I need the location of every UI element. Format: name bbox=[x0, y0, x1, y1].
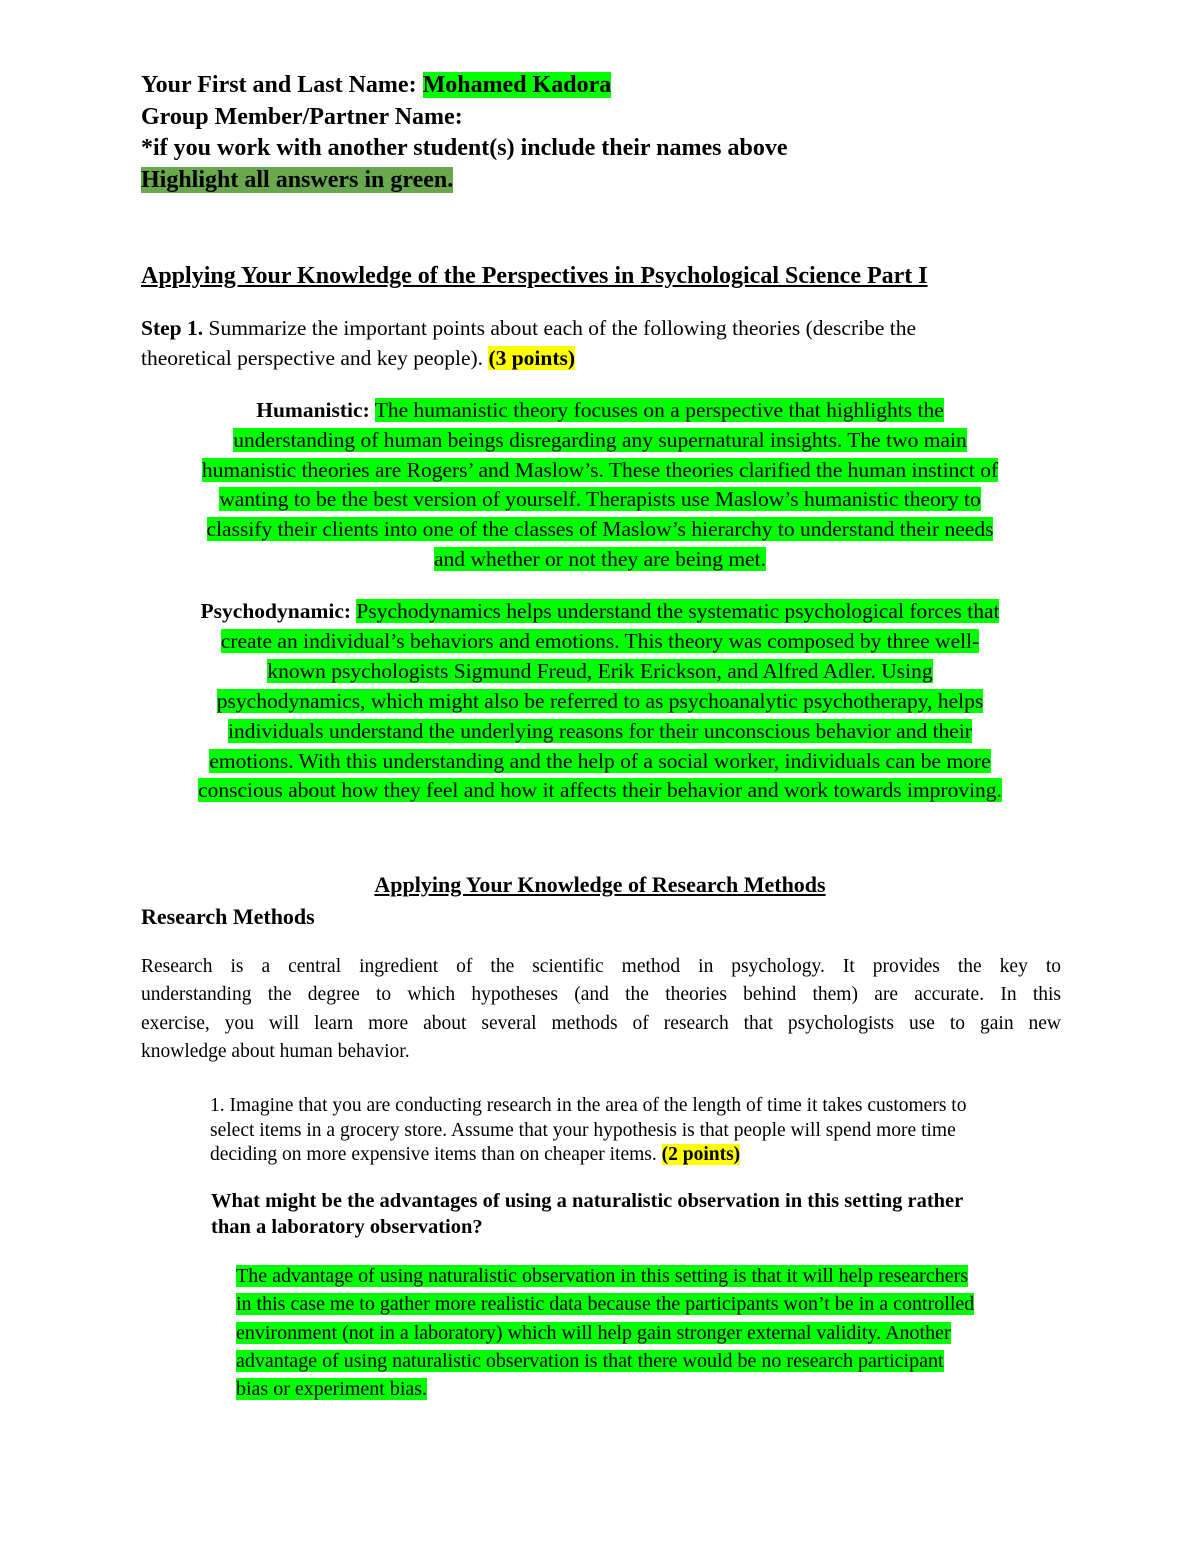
answer-line: The humanistic theory focuses on a perspective that highlights the bbox=[374, 398, 944, 422]
psychodynamic-answer bbox=[100, 597, 1100, 806]
answer-line: wanting to be the best version of yourself. Therapists use Maslow’s humanistic theory to bbox=[219, 487, 981, 512]
answer-line: individuals understand the underlying reasons for their unconscious behavior and their bbox=[228, 718, 972, 743]
answer-line: emotions. With this understanding and the help of a social worker, individuals can be more bbox=[209, 748, 991, 773]
answer-line: and whether or not they are being met. bbox=[434, 546, 766, 571]
points-badge: (3 points) bbox=[488, 346, 576, 370]
question-line: What might be the advantages of using a naturalistic observation in this setting rather bbox=[211, 1190, 964, 1212]
answer-line: understanding of human beings disregarding any supernatural insights. The two main bbox=[233, 427, 967, 452]
intro-line: Research is a central ingredient of the scientific method in psychology. It provides the key to bbox=[141, 956, 1061, 977]
name-label: Your First and Last Name: bbox=[141, 72, 417, 98]
intro-line: understanding the degree to which hypotheses (and the theories behind them) are accurate. In this bbox=[141, 984, 1061, 1006]
header-block bbox=[141, 70, 787, 196]
points-badge: (2 points) bbox=[661, 1144, 741, 1166]
item-line: select items in a grocery store. Assume that your hypothesis is that people will spend more time bbox=[210, 1119, 956, 1141]
item-line: deciding on more expensive items than on cheaper items. bbox=[210, 1144, 662, 1166]
intro-line: knowledge about human behavior. bbox=[141, 1041, 410, 1063]
answer-line: advantage of using naturalistic observation is that there would be no research participant bbox=[236, 1349, 944, 1372]
name-value: Mohamed Kadora bbox=[422, 72, 612, 98]
partner-note: *if you work with another student(s) include their names above bbox=[141, 135, 788, 161]
answer-line: psychodynamics, which might also be referred to as psychoanalytic psychotherapy, helps bbox=[216, 688, 984, 713]
step-text: Summarize the important points about each of the following theories (describe the bbox=[203, 316, 917, 340]
humanistic-label: Humanistic: bbox=[256, 398, 370, 422]
answer-line: in this case me to gather more realistic data because the participants won’t be in a controlled bbox=[236, 1293, 975, 1316]
step1-prompt bbox=[141, 313, 916, 373]
question-line: than a laboratory observation? bbox=[211, 1216, 483, 1238]
answer-line: known psychologists Sigmund Freud, Erik Erickson, and Alfred Adler. Using bbox=[267, 658, 933, 683]
intro-line: exercise, you will learn more about several methods of research that psychologists use to gain new bbox=[141, 1012, 1061, 1034]
item-line: 1. Imagine that you are conducting research in the area of the length of time it takes customers to bbox=[210, 1095, 967, 1116]
question-prompt bbox=[211, 1188, 963, 1240]
question-item-1 bbox=[210, 1094, 966, 1168]
answer-line: Psychodynamics helps understand the systematic psychological forces that bbox=[356, 599, 1000, 623]
research-intro bbox=[141, 953, 1061, 1067]
step-label: Step 1. bbox=[141, 316, 204, 340]
answer-line: classify their clients into one of the classes of Maslow’s hierarchy to understand their needs bbox=[206, 517, 994, 542]
highlight-instruction: Highlight all answers in green. bbox=[141, 166, 454, 193]
answer-line: humanistic theories are Rogers’ and Maslow’s. These theories clarified the human instinct of bbox=[201, 457, 999, 482]
answer-line: create an individual’s behaviors and emotions. This theory was composed by three well- bbox=[220, 628, 980, 653]
research-methods-heading: Research Methods bbox=[141, 904, 315, 929]
answer-line: bias or experiment bias. bbox=[236, 1378, 428, 1401]
psychodynamic-label: Psychodynamic: bbox=[200, 599, 352, 623]
answer-line: The advantage of using naturalistic observation in this setting is that it will help researchers bbox=[236, 1265, 969, 1287]
answer-line: conscious about how they feel and how it affects their behavior and work towards improving. bbox=[198, 778, 1002, 803]
partner-label: Group Member/Partner Name: bbox=[141, 103, 463, 130]
naturalistic-answer bbox=[236, 1262, 974, 1403]
step-text: theoretical perspective and key people). bbox=[141, 346, 484, 370]
humanistic-answer bbox=[100, 396, 1100, 575]
section2-title: Applying Your Knowledge of Research Methods bbox=[374, 872, 826, 897]
section1-title: Applying Your Knowledge of the Perspectives in Psychological Science Part I bbox=[141, 263, 928, 289]
answer-line: environment (not in a laboratory) which will help gain stronger external validity. Another bbox=[236, 1321, 951, 1344]
